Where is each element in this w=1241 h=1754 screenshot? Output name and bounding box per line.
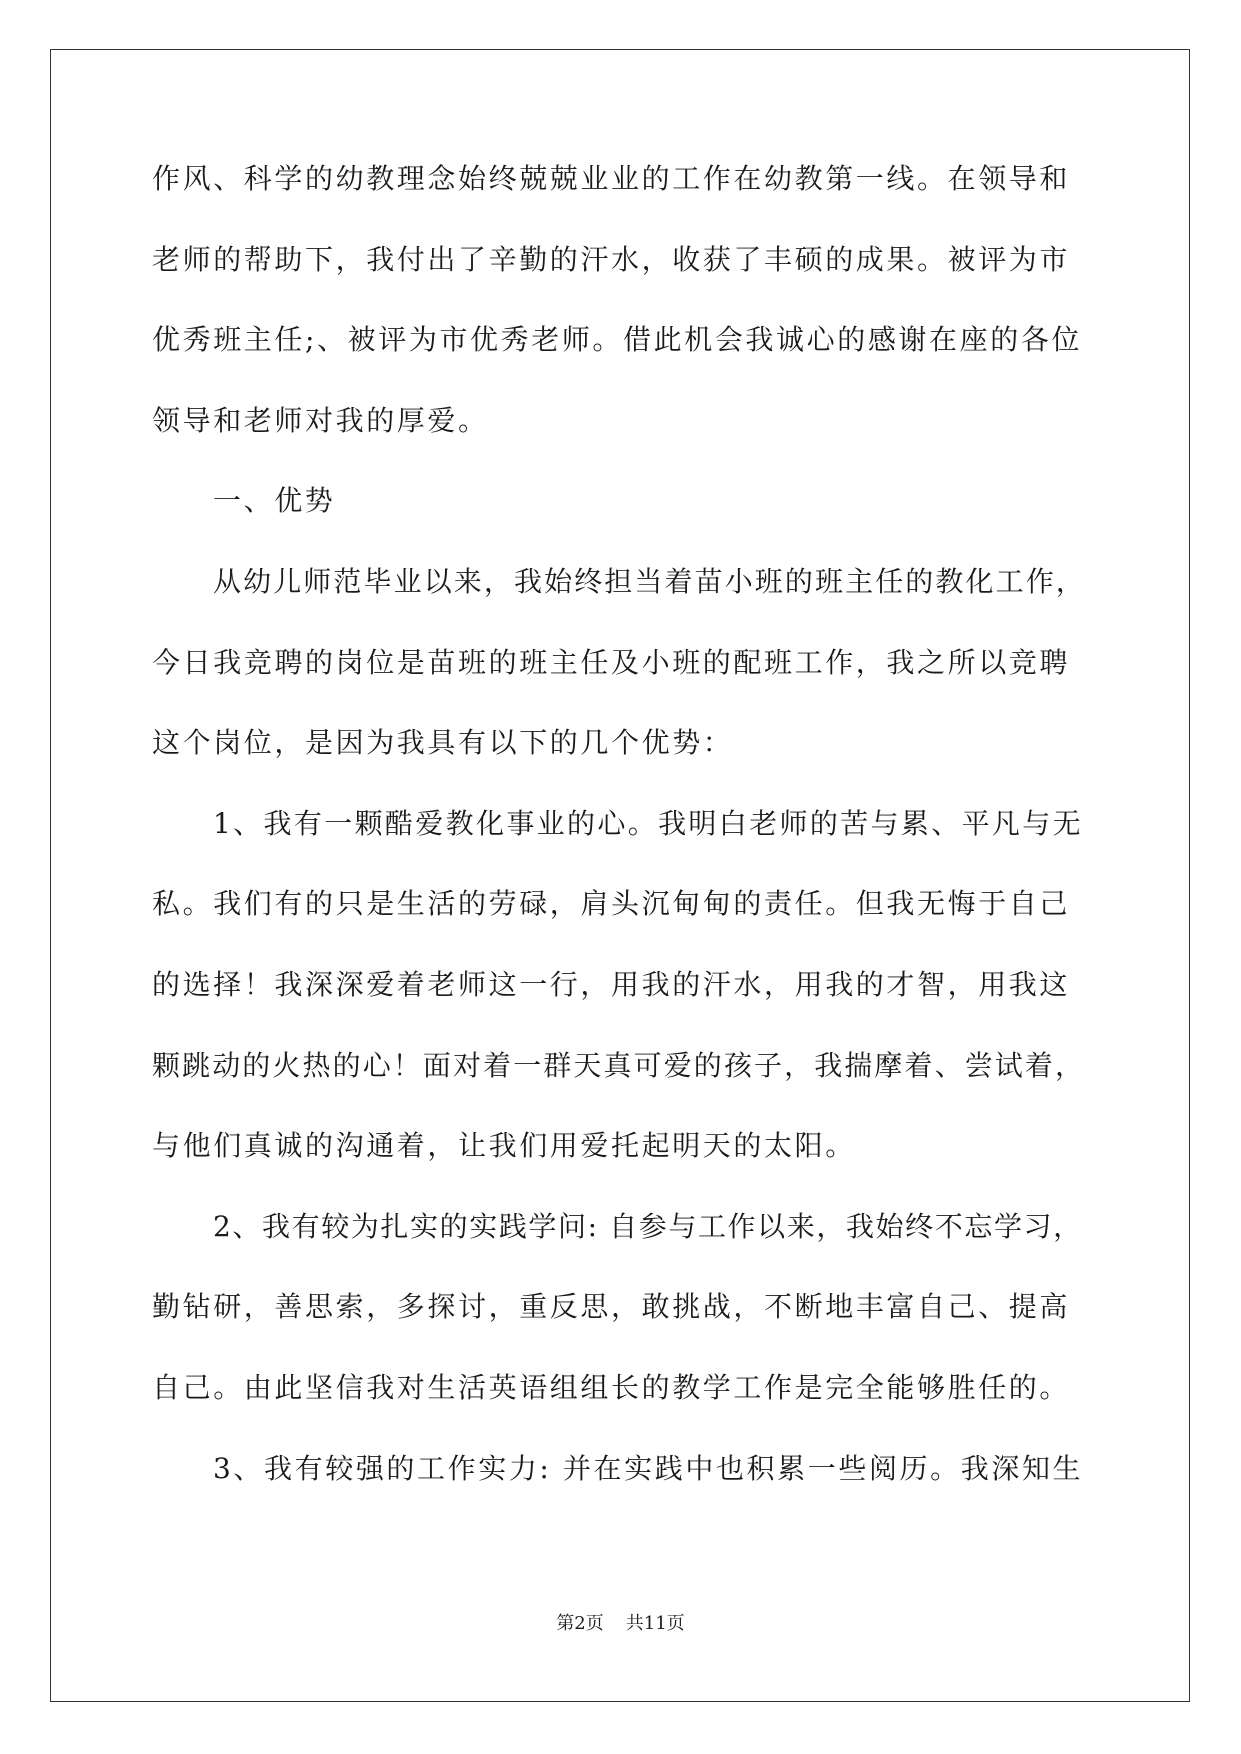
text-line: 一、优势 [213, 484, 336, 518]
page-footer [0, 1612, 1241, 1636]
text-line: 1、我有一颗酷爱教化事业的心。我明白老师的苦与累、平凡与无 [213, 806, 1083, 840]
text-line: 勤钻研，善思索，多探讨，重反思，敢挑战，不断地丰富自己、提高 [152, 1290, 1071, 1324]
text-line: 作风、科学的幼教理念始终兢兢业业的工作在幼教第一线。在领导和 [152, 162, 1071, 195]
text-line: 私。我们有的只是生活的劳碌，肩头沉甸甸的责任。但我无悔于自己 [152, 887, 1071, 921]
text-line: 从幼儿师范毕业以来，我始终担当着苗小班的班主任的教化工作， [213, 564, 1086, 598]
page-total: 共11页 [625, 1613, 685, 1634]
text-line: 2、我有较为扎实的实践学问: 自参与工作以来，我始终不忘学习， [213, 1209, 1083, 1243]
text-line: 3、我有较强的工作实力: 并在实践中也积累一些阅历。我深知生 [213, 1451, 1084, 1485]
text-line: 与他们真诚的沟通着，让我们用爱托起明天的太阳。 [152, 1129, 856, 1163]
text-line: 领导和老师对我的厚爱。 [152, 403, 489, 437]
text-line: 老师的帮助下，我付出了辛勤的汗水，收获了丰硕的成果。被评为市 [152, 242, 1071, 276]
text-line: 自己。由此坚信我对生活英语组组长的教学工作是完全能够胜任的。 [152, 1370, 1071, 1404]
page-number: 第2页 [556, 1613, 604, 1634]
text-line: 颗跳动的火热的心！面对着一群天真可爱的孩子，我揣摩着、尝试着， [152, 1048, 1086, 1082]
document-body [152, 160, 1088, 1530]
text-line: 优秀班主任;、被评为市优秀老师。借此机会我诚心的感谢在座的各位 [152, 323, 1083, 357]
text-line: 这个岗位，是因为我具有以下的几个优势： [152, 726, 734, 760]
text-line: 今日我竞聘的岗位是苗班的班主任及小班的配班工作，我之所以竞聘 [152, 645, 1071, 679]
text-line: 的选择！我深深爱着老师这一行，用我的汗水，用我的才智，用我这 [152, 967, 1071, 1001]
